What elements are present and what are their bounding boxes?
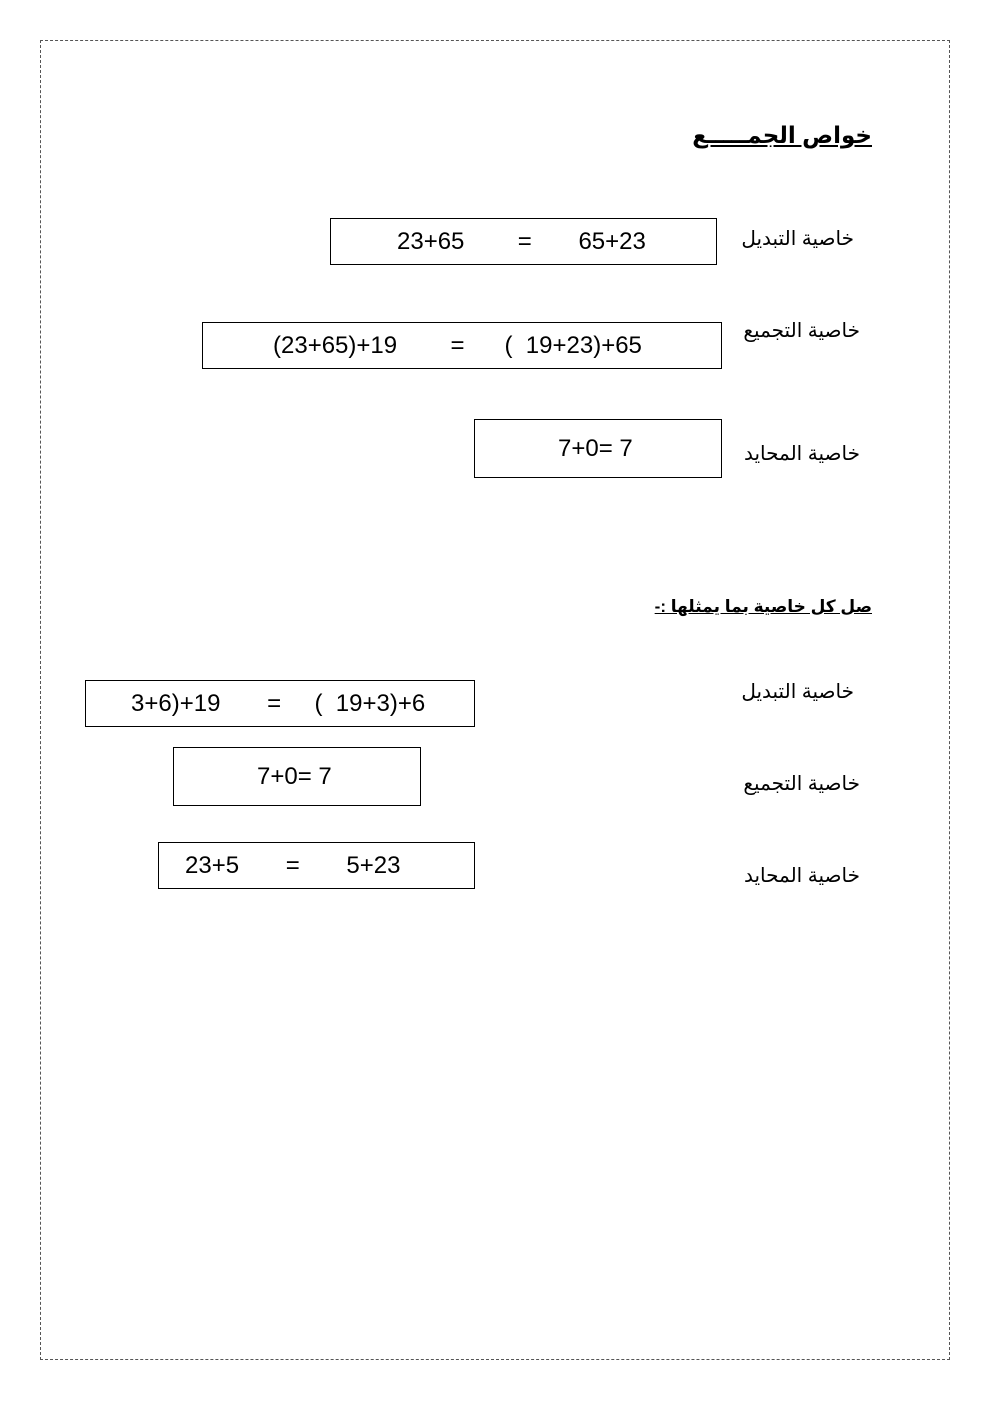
identity-expression-box [474,419,722,478]
match-label-associative: خاصية التجميع [743,773,860,795]
match-label-identity: خاصية المحايد [743,865,860,887]
match-expression-box-2 [173,747,421,806]
commutative-expression: 23+65 = 65+23 [397,227,646,255]
associative-label: خاصية التجميع [743,320,860,342]
page-title: خواص الجمـــــع [692,122,872,148]
identity-expression: 7+0= 7 [558,434,633,462]
matching-instruction: صل كل خاصية بما يمثلها :- [654,597,872,616]
identity-label: خاصية المحايد [743,443,860,465]
commutative-label: خاصية التبديل [741,228,854,250]
match-expression-3: 23+5 = 5+23 [185,851,401,879]
match-expression-2: 7+0= 7 [257,762,332,790]
associative-expression-box [202,322,722,369]
match-expression-1: 3+6)+19 = ( 19+3)+6 [131,689,426,717]
match-expression-box-1 [85,680,475,727]
associative-expression: (23+65)+19 = ( 19+23)+65 [273,331,642,359]
match-expression-box-3 [158,842,475,889]
match-label-commutative: خاصية التبديل [741,681,854,703]
commutative-expression-box [330,218,717,265]
